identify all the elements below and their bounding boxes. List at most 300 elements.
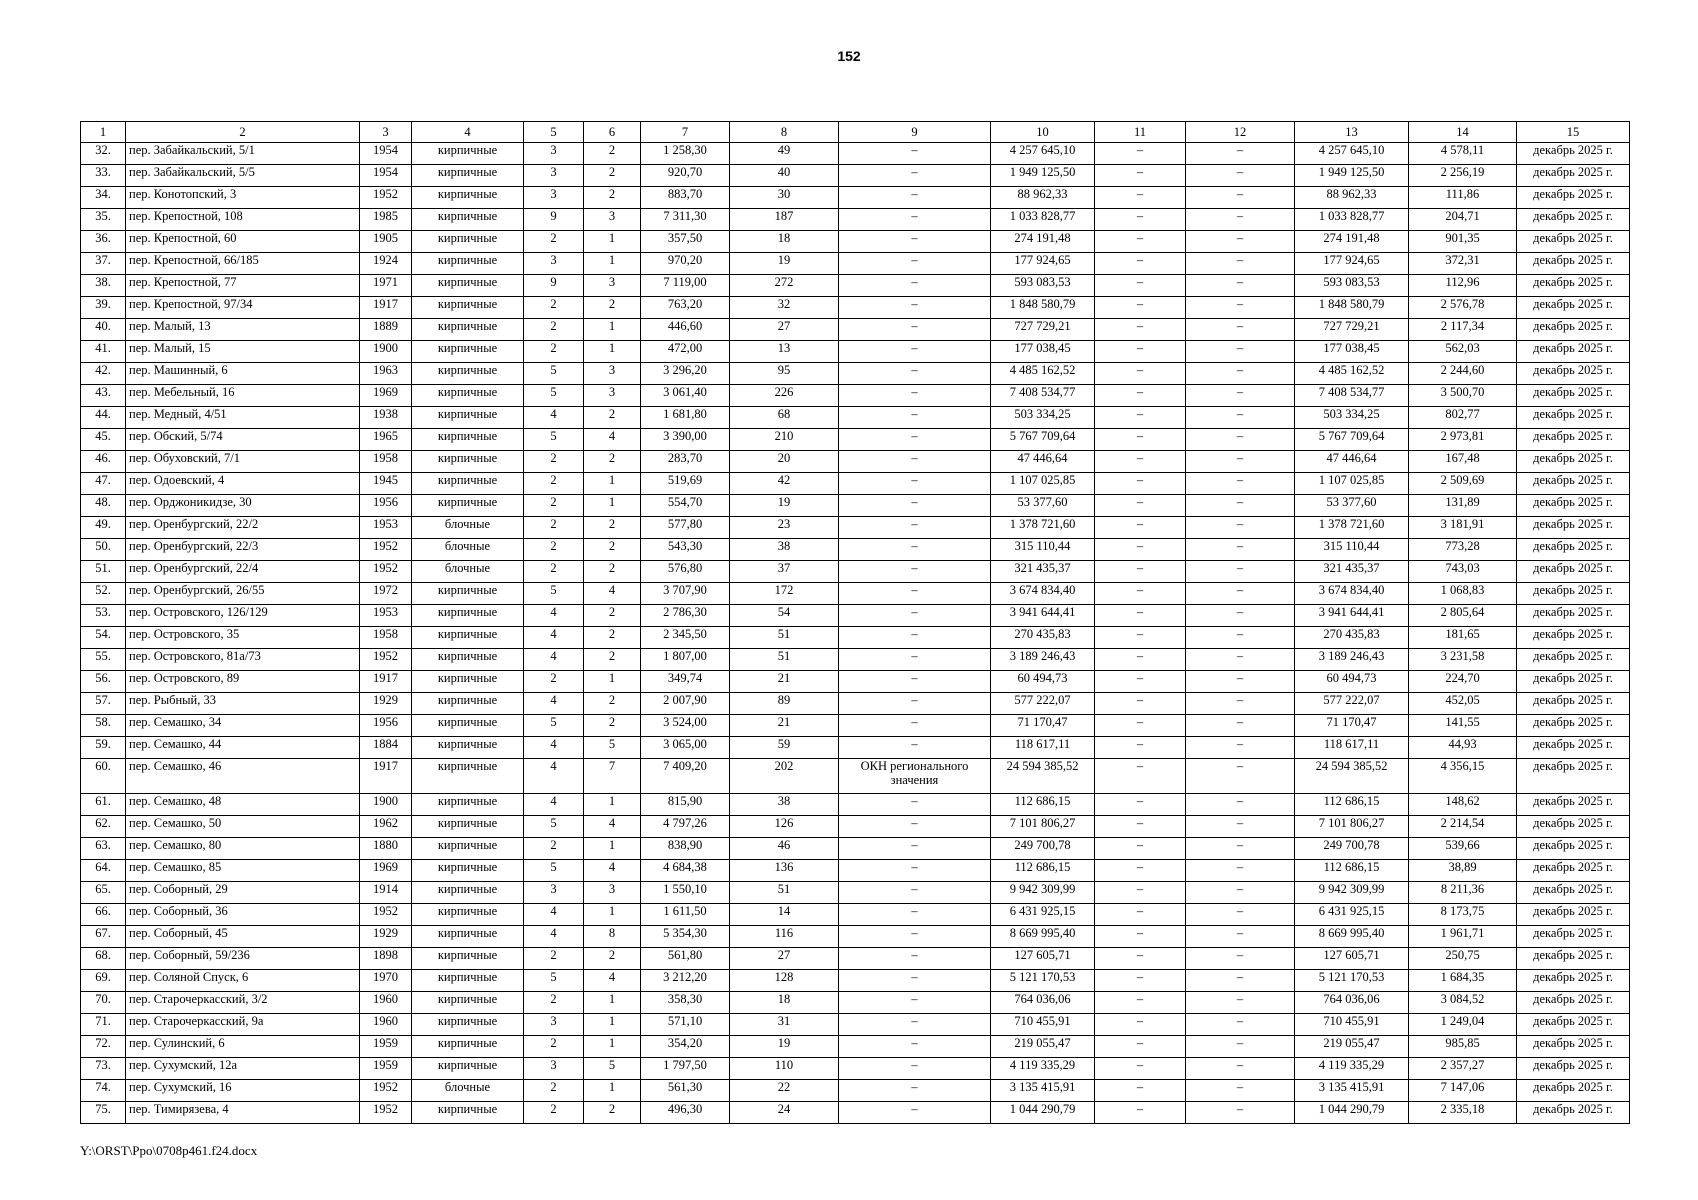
table-cell: 1 (584, 838, 641, 860)
table-row (81, 605, 1630, 627)
table-cell: 2 805,64 (1409, 605, 1517, 627)
table-cell: – (839, 561, 991, 583)
table-cell: 5 (524, 363, 584, 385)
table-cell: 2 (584, 451, 641, 473)
table-cell: декабрь 2025 г. (1517, 627, 1630, 649)
table-cell: – (1095, 517, 1186, 539)
table-cell: декабрь 2025 г. (1517, 816, 1630, 838)
table-cell: – (1095, 209, 1186, 231)
table-cell: 112 686,15 (1295, 860, 1409, 882)
table-cell: 354,20 (641, 1036, 730, 1058)
table-cell: 773,28 (1409, 539, 1517, 561)
table-cell: – (1095, 627, 1186, 649)
table-cell: 38. (81, 275, 126, 297)
table-cell: 60. (81, 759, 126, 794)
column-number: 4 (412, 122, 524, 143)
table-cell: 177 924,65 (1295, 253, 1409, 275)
table-cell: 2 244,60 (1409, 363, 1517, 385)
table-cell: 8 173,75 (1409, 904, 1517, 926)
table-cell: – (839, 517, 991, 539)
table-cell: пер. Конотопский, 3 (126, 187, 360, 209)
table-cell: 7 409,20 (641, 759, 730, 794)
table-cell: блочные (412, 561, 524, 583)
table-cell: – (839, 297, 991, 319)
table-cell: 54 (730, 605, 839, 627)
table-cell: – (839, 671, 991, 693)
column-number: 5 (524, 122, 584, 143)
table-cell: 68 (730, 407, 839, 429)
table-cell: 1900 (360, 341, 412, 363)
table-cell: пер. Сулинский, 6 (126, 1036, 360, 1058)
table-row (81, 794, 1630, 816)
table-cell: декабрь 2025 г. (1517, 970, 1630, 992)
table-cell: 50. (81, 539, 126, 561)
table-cell: 1 107 025,85 (991, 473, 1095, 495)
table-cell: 3 941 644,41 (991, 605, 1095, 627)
table-cell: 1945 (360, 473, 412, 495)
table-cell: 4 (524, 904, 584, 926)
table-cell: декабрь 2025 г. (1517, 992, 1630, 1014)
table-cell: пер. Крепостной, 97/34 (126, 297, 360, 319)
table-cell: 4 (524, 407, 584, 429)
table-cell: пер. Тимирязева, 4 (126, 1102, 360, 1124)
table-cell: кирпичные (412, 759, 524, 794)
table-cell: 1954 (360, 165, 412, 187)
table-cell: 32. (81, 143, 126, 165)
table-cell: 1917 (360, 671, 412, 693)
table-cell: декабрь 2025 г. (1517, 539, 1630, 561)
table-row (81, 187, 1630, 209)
table-row (81, 970, 1630, 992)
table-cell: пер. Забайкальский, 5/1 (126, 143, 360, 165)
table-cell: 35. (81, 209, 126, 231)
table-cell: 349,74 (641, 671, 730, 693)
column-number-row (81, 122, 1630, 143)
table-cell: 1889 (360, 319, 412, 341)
table-cell: – (1186, 860, 1295, 882)
table-cell: 357,50 (641, 231, 730, 253)
table-cell: 2 (524, 539, 584, 561)
table-cell: кирпичные (412, 363, 524, 385)
table-cell: пер. Соборный, 29 (126, 882, 360, 904)
table-cell: пер. Одоевский, 4 (126, 473, 360, 495)
table-cell: – (839, 253, 991, 275)
table-cell: – (1186, 363, 1295, 385)
table-cell: кирпичные (412, 992, 524, 1014)
table-cell: 3 (524, 1014, 584, 1036)
table-cell: декабрь 2025 г. (1517, 165, 1630, 187)
table-cell: 118 617,11 (1295, 737, 1409, 759)
column-number: 7 (641, 122, 730, 143)
table-cell: 763,20 (641, 297, 730, 319)
table-cell: 32 (730, 297, 839, 319)
table-cell: – (1186, 583, 1295, 605)
table-cell: 1 (584, 794, 641, 816)
table-cell: – (1186, 605, 1295, 627)
table-cell: 2 (524, 1080, 584, 1102)
table-cell: декабрь 2025 г. (1517, 473, 1630, 495)
table-row (81, 561, 1630, 583)
table-cell: – (1186, 187, 1295, 209)
table-cell: – (1095, 1014, 1186, 1036)
table-cell: 6 431 925,15 (991, 904, 1095, 926)
table-cell: 593 083,53 (1295, 275, 1409, 297)
table-cell: 2 (584, 407, 641, 429)
table-cell: – (1186, 341, 1295, 363)
table-cell: кирпичные (412, 253, 524, 275)
table-cell: 1905 (360, 231, 412, 253)
table-cell: 883,70 (641, 187, 730, 209)
table-cell: – (1095, 275, 1186, 297)
file-path-footer: Y:\ORST\Ppo\0708p461.f24.docx (80, 1143, 258, 1158)
table-cell: 131,89 (1409, 495, 1517, 517)
table-cell: 2 (524, 341, 584, 363)
table-row (81, 407, 1630, 429)
table-cell: пер. Орджоникидзе, 30 (126, 495, 360, 517)
table-cell: кирпичные (412, 341, 524, 363)
table-cell: декабрь 2025 г. (1517, 561, 1630, 583)
table-cell: 970,20 (641, 253, 730, 275)
table-cell: – (839, 693, 991, 715)
table-cell: – (839, 970, 991, 992)
table-cell: 3 135 415,91 (991, 1080, 1095, 1102)
table-row (81, 1080, 1630, 1102)
table-cell: 44,93 (1409, 737, 1517, 759)
table-cell: 8 (584, 926, 641, 948)
table-cell: кирпичные (412, 143, 524, 165)
table-cell: 3 189 246,43 (1295, 649, 1409, 671)
table-cell: пер. Соборный, 45 (126, 926, 360, 948)
table-cell: кирпичные (412, 297, 524, 319)
table-cell: декабрь 2025 г. (1517, 882, 1630, 904)
table-cell: декабрь 2025 г. (1517, 209, 1630, 231)
table-cell: 1 (584, 1036, 641, 1058)
table-cell: – (839, 583, 991, 605)
table-cell: блочные (412, 1080, 524, 1102)
table-cell: 1 (584, 341, 641, 363)
table-cell: 1 611,50 (641, 904, 730, 926)
table-row (81, 1102, 1630, 1124)
table-cell: – (1095, 926, 1186, 948)
table-cell: 2 (584, 627, 641, 649)
table-cell: 283,70 (641, 451, 730, 473)
table-cell: – (1095, 671, 1186, 693)
table-cell: 4 257 645,10 (1295, 143, 1409, 165)
table-cell: 56. (81, 671, 126, 693)
table-cell: 2 (524, 948, 584, 970)
table-cell: 72. (81, 1036, 126, 1058)
table-cell: кирпичные (412, 627, 524, 649)
table-cell: – (1095, 165, 1186, 187)
table-cell: 1952 (360, 904, 412, 926)
table-cell: 3 500,70 (1409, 385, 1517, 407)
table-cell: – (1095, 561, 1186, 583)
table-cell: 5 (524, 816, 584, 838)
table-cell: декабрь 2025 г. (1517, 693, 1630, 715)
table-cell: 3 674 834,40 (991, 583, 1095, 605)
table-cell: 577 222,07 (1295, 693, 1409, 715)
table-cell: 43. (81, 385, 126, 407)
table-cell: – (1186, 429, 1295, 451)
table-cell: – (1095, 143, 1186, 165)
table-cell: – (1186, 561, 1295, 583)
table-cell: кирпичные (412, 1058, 524, 1080)
table-cell: декабрь 2025 г. (1517, 860, 1630, 882)
table-cell: 1 044 290,79 (1295, 1102, 1409, 1124)
table-cell: 60 494,73 (1295, 671, 1409, 693)
table-cell: 141,55 (1409, 715, 1517, 737)
table-cell: 5 (584, 1058, 641, 1080)
table-cell: 1 107 025,85 (1295, 473, 1409, 495)
table-cell: кирпичные (412, 860, 524, 882)
table-cell: – (1095, 583, 1186, 605)
table-cell: – (839, 605, 991, 627)
table-cell: 181,65 (1409, 627, 1517, 649)
table-cell: – (1095, 187, 1186, 209)
table-cell: 452,05 (1409, 693, 1517, 715)
table-cell: 40. (81, 319, 126, 341)
table-cell: 24 (730, 1102, 839, 1124)
table-cell: 7 101 806,27 (991, 816, 1095, 838)
table-cell: 3 212,20 (641, 970, 730, 992)
table-row (81, 165, 1630, 187)
table-cell: – (1095, 794, 1186, 816)
table-cell: 710 455,91 (991, 1014, 1095, 1036)
table-cell: декабрь 2025 г. (1517, 517, 1630, 539)
table-cell: 74. (81, 1080, 126, 1102)
table-cell: 37 (730, 561, 839, 583)
table-cell: – (1186, 407, 1295, 429)
table-cell: 1 961,71 (1409, 926, 1517, 948)
table-cell: пер. Семашко, 46 (126, 759, 360, 794)
table-cell: 3 674 834,40 (1295, 583, 1409, 605)
table-cell: 3 (584, 275, 641, 297)
table-cell: 1985 (360, 209, 412, 231)
table-cell: 3 (524, 253, 584, 275)
table-cell: 503 334,25 (991, 407, 1095, 429)
table-cell: 210 (730, 429, 839, 451)
table-cell: 1914 (360, 882, 412, 904)
table-cell: 7 119,00 (641, 275, 730, 297)
table-cell: 70. (81, 992, 126, 1014)
table-cell: 2 509,69 (1409, 473, 1517, 495)
table-cell: 73. (81, 1058, 126, 1080)
table-cell: пер. Забайкальский, 5/5 (126, 165, 360, 187)
table-cell: – (1095, 231, 1186, 253)
table-cell: – (1186, 517, 1295, 539)
table-cell: 1 378 721,60 (1295, 517, 1409, 539)
table-cell: пер. Семашко, 80 (126, 838, 360, 860)
table-cell: – (839, 385, 991, 407)
table-cell: – (1095, 341, 1186, 363)
table-cell: 593 083,53 (991, 275, 1095, 297)
table-cell: – (1095, 363, 1186, 385)
table-cell: 54. (81, 627, 126, 649)
table-cell: – (1095, 970, 1186, 992)
table-cell: 3 135 415,91 (1295, 1080, 1409, 1102)
table-cell: пер. Оренбургский, 22/2 (126, 517, 360, 539)
table-cell: 3 941 644,41 (1295, 605, 1409, 627)
table-cell: 47 446,64 (991, 451, 1095, 473)
table-cell: 59. (81, 737, 126, 759)
table-cell: – (839, 1036, 991, 1058)
table-row (81, 759, 1630, 794)
table-cell: 519,69 (641, 473, 730, 495)
table-cell: 58. (81, 715, 126, 737)
table-cell: 47. (81, 473, 126, 495)
table-cell: 2 (584, 165, 641, 187)
table-cell: 315 110,44 (1295, 539, 1409, 561)
table-cell: 40 (730, 165, 839, 187)
table-cell: 4 (524, 737, 584, 759)
table-cell: пер. Обуховский, 7/1 (126, 451, 360, 473)
table-cell: 554,70 (641, 495, 730, 517)
table-row (81, 715, 1630, 737)
table-cell: 3 189 246,43 (991, 649, 1095, 671)
table-cell: 3 (524, 165, 584, 187)
table-cell: декабрь 2025 г. (1517, 429, 1630, 451)
table-cell: кирпичные (412, 187, 524, 209)
table-cell: 1 378 721,60 (991, 517, 1095, 539)
table-cell: 71 170,47 (1295, 715, 1409, 737)
table-cell: 5 (524, 860, 584, 882)
table-cell: 2 (524, 319, 584, 341)
column-number: 1 (81, 122, 126, 143)
table-cell: пер. Малый, 13 (126, 319, 360, 341)
table-cell: 472,00 (641, 341, 730, 363)
table-cell: – (1095, 649, 1186, 671)
table-row (81, 1058, 1630, 1080)
table-cell: кирпичные (412, 319, 524, 341)
table-cell: 1954 (360, 143, 412, 165)
table-cell: 727 729,21 (991, 319, 1095, 341)
table-cell: 920,70 (641, 165, 730, 187)
table-cell: – (1186, 649, 1295, 671)
table-cell: 5 (524, 715, 584, 737)
table-cell: 1 (584, 495, 641, 517)
table-cell: 4 257 645,10 (991, 143, 1095, 165)
table-cell: 1958 (360, 451, 412, 473)
table-cell: – (1186, 904, 1295, 926)
table-cell: 1 (584, 671, 641, 693)
table-cell: – (839, 275, 991, 297)
table-cell: – (1095, 904, 1186, 926)
table-cell: 64. (81, 860, 126, 882)
table-cell: – (1186, 737, 1295, 759)
table-cell: 1 681,80 (641, 407, 730, 429)
table-cell: 1952 (360, 1102, 412, 1124)
table-cell: 1963 (360, 363, 412, 385)
table-cell: 274 191,48 (991, 231, 1095, 253)
table-cell: ОКН регионального значения (839, 759, 991, 794)
table-cell: пер. Островского, 126/129 (126, 605, 360, 627)
table-cell: декабрь 2025 г. (1517, 1058, 1630, 1080)
table-row (81, 1036, 1630, 1058)
table-cell: 321 435,37 (1295, 561, 1409, 583)
table-cell: – (1186, 231, 1295, 253)
table-cell: кирпичные (412, 926, 524, 948)
table-cell: 1898 (360, 948, 412, 970)
table-cell: 6 431 925,15 (1295, 904, 1409, 926)
table-cell: 2 (524, 517, 584, 539)
table-cell: 49 (730, 143, 839, 165)
table-cell: 45. (81, 429, 126, 451)
table-cell: 24 594 385,52 (1295, 759, 1409, 794)
table-cell: – (1186, 882, 1295, 904)
table-cell: – (1186, 816, 1295, 838)
table-cell: – (1186, 1036, 1295, 1058)
table-cell: 5 121 170,53 (991, 970, 1095, 992)
table-cell: 2 214,54 (1409, 816, 1517, 838)
table-cell: 4 485 162,52 (991, 363, 1095, 385)
column-number: 8 (730, 122, 839, 143)
table-cell: 33. (81, 165, 126, 187)
table-cell: 30 (730, 187, 839, 209)
table-cell: пер. Семашко, 48 (126, 794, 360, 816)
table-cell: кирпичные (412, 794, 524, 816)
table-row (81, 904, 1630, 926)
table-cell: – (1095, 882, 1186, 904)
table-cell: 577 222,07 (991, 693, 1095, 715)
table-row (81, 539, 1630, 561)
table-cell: 272 (730, 275, 839, 297)
table-row (81, 583, 1630, 605)
table-cell: 1952 (360, 539, 412, 561)
table-cell: 1 033 828,77 (1295, 209, 1409, 231)
table-cell: 1900 (360, 794, 412, 816)
table-cell: 187 (730, 209, 839, 231)
table-cell: 44. (81, 407, 126, 429)
table-cell: 112 686,15 (991, 860, 1095, 882)
table-cell: 1929 (360, 926, 412, 948)
table-cell: 4 (524, 759, 584, 794)
table-cell: – (1095, 605, 1186, 627)
table-cell: 2 (524, 473, 584, 495)
table-cell: 2 (584, 605, 641, 627)
table-cell: 4 (524, 926, 584, 948)
table-cell: 2 335,18 (1409, 1102, 1517, 1124)
table-cell: пер. Крепостной, 66/185 (126, 253, 360, 275)
table-cell: – (839, 1102, 991, 1124)
table-cell: 5 354,30 (641, 926, 730, 948)
table-cell: 576,80 (641, 561, 730, 583)
table-cell: 2 (584, 297, 641, 319)
table-cell: – (839, 429, 991, 451)
table-cell: 3 524,00 (641, 715, 730, 737)
table-cell: 5 (584, 737, 641, 759)
table-cell: кирпичные (412, 715, 524, 737)
table-cell: – (1095, 1036, 1186, 1058)
table-cell: 1956 (360, 495, 412, 517)
table-cell: 27 (730, 948, 839, 970)
table-cell: кирпичные (412, 693, 524, 715)
table-cell: 20 (730, 451, 839, 473)
table-cell: 4 (584, 583, 641, 605)
table-row (81, 1014, 1630, 1036)
table-cell: 4 356,15 (1409, 759, 1517, 794)
table-cell: 61. (81, 794, 126, 816)
table-cell: – (1095, 737, 1186, 759)
table-cell: 148,62 (1409, 794, 1517, 816)
table-row (81, 143, 1630, 165)
table-cell: 136 (730, 860, 839, 882)
table-cell: 2 (584, 948, 641, 970)
table-cell: 42. (81, 363, 126, 385)
table-cell: декабрь 2025 г. (1517, 1102, 1630, 1124)
table-cell: 815,90 (641, 794, 730, 816)
table-cell: 727 729,21 (1295, 319, 1409, 341)
table-cell: 3 (584, 385, 641, 407)
